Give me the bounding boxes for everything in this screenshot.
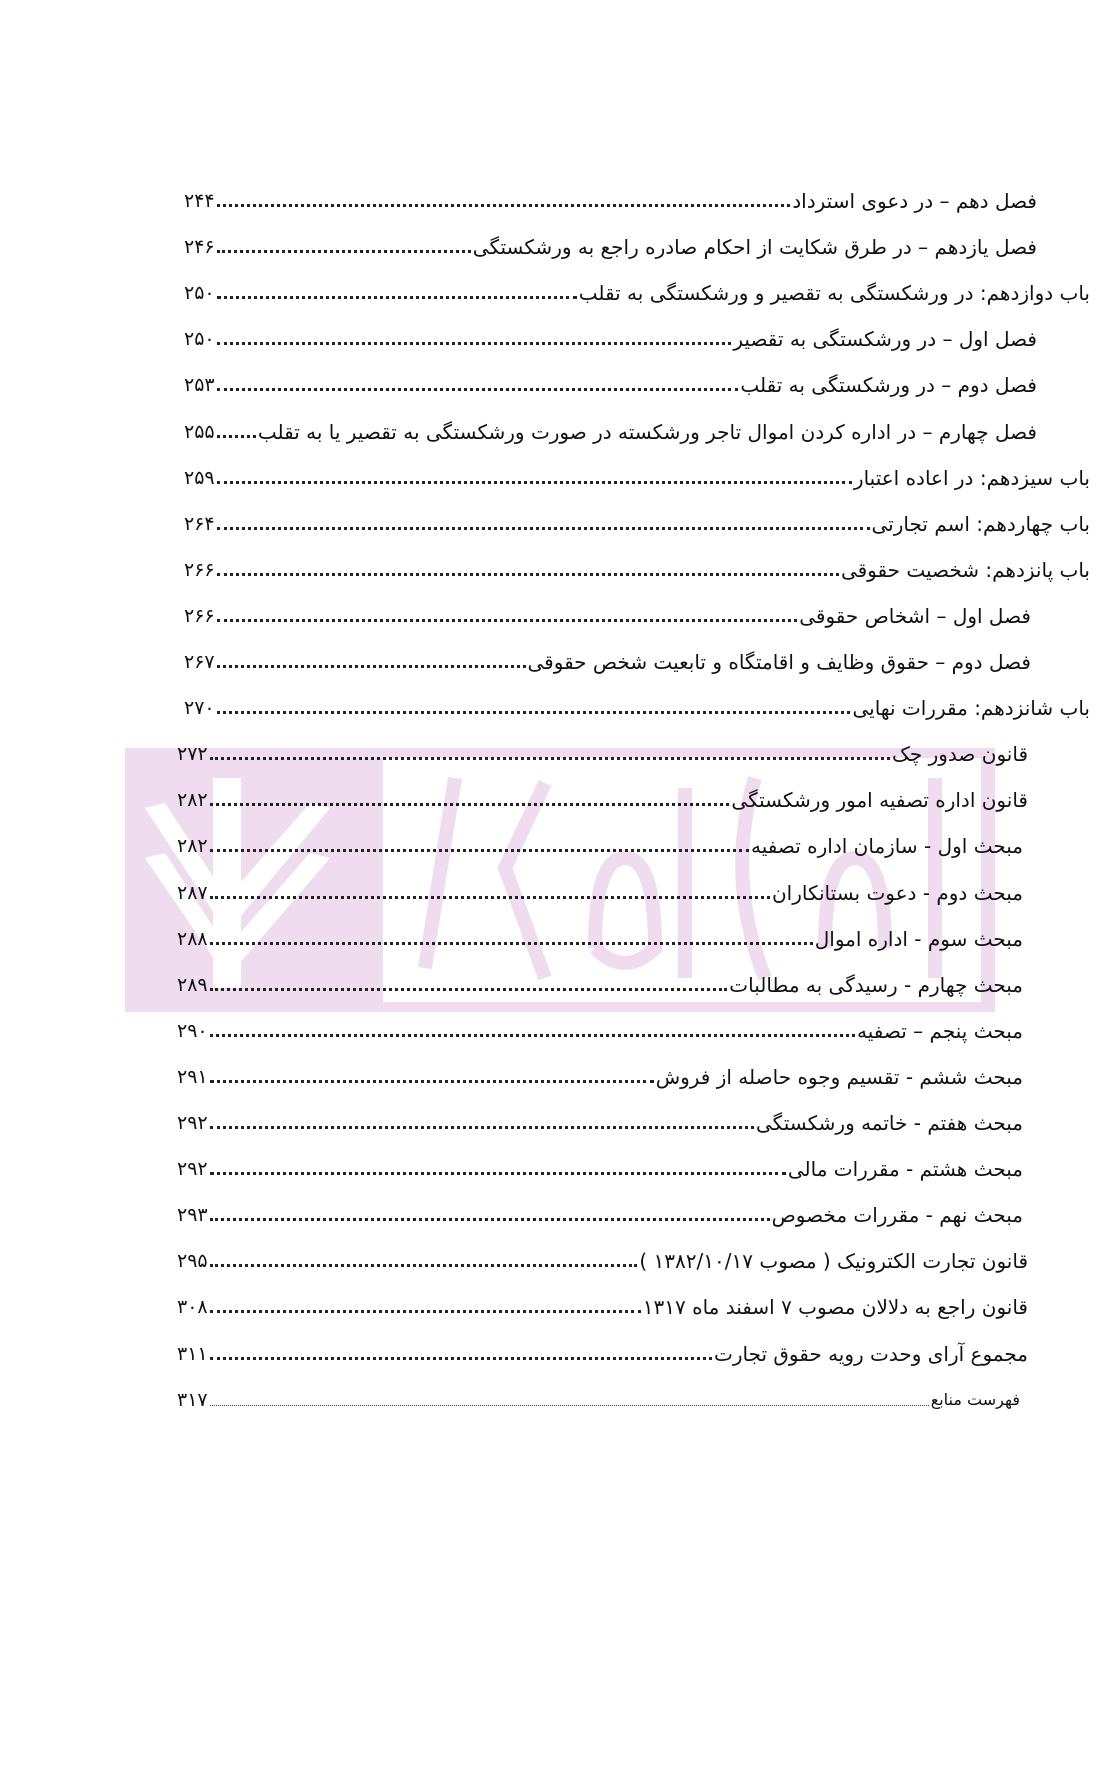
- dot-leader: [210, 942, 813, 945]
- toc-entry-title: باب شانزدهم: مقررات نهایی: [852, 696, 1090, 721]
- dot-leader: [217, 204, 791, 207]
- dot-leader: [217, 342, 732, 345]
- dot-leader: [217, 711, 851, 714]
- toc-entry: [184, 595, 1031, 629]
- toc-entry-page-number: ۲۸۷: [177, 881, 208, 904]
- toc-entry: [184, 272, 1090, 306]
- toc-entry: [177, 733, 1028, 767]
- toc-entry-page-number: ۲۵۵: [184, 420, 215, 443]
- toc-entry-page-number: ۲۹۲: [177, 1112, 208, 1134]
- toc-entry-title: باب سیزدهم: در اعاده اعتبار: [853, 465, 1090, 490]
- toc-entry-page-number: ۳۰۸: [177, 1296, 208, 1319]
- toc-entry-page-number: ۲۶۶: [184, 604, 215, 627]
- dot-leader: [210, 1405, 929, 1406]
- toc-entry-page-number: ۲۸۲: [177, 835, 208, 858]
- toc-entry-title: مبحث هفتم - خاتمه ورشکستگی: [756, 1111, 1023, 1135]
- dot-leader: [217, 665, 526, 668]
- toc-entry: [184, 318, 1037, 352]
- dot-leader: [210, 757, 890, 760]
- toc-entry-title: فصل اول – در ورشکستگی به تقصیر: [733, 327, 1037, 352]
- toc-entry-page-number: ۳۱۷: [177, 1388, 208, 1411]
- dot-leader: [217, 388, 739, 391]
- toc-entry: [184, 641, 1031, 675]
- toc-entry-page-number: ۲۵۰: [184, 282, 215, 305]
- dot-leader: [217, 619, 798, 622]
- toc-entry-title: باب چهاردهم: اسم تجارتی: [871, 511, 1090, 536]
- dot-leader: [210, 1080, 654, 1083]
- dot-leader: [210, 849, 749, 852]
- toc-entry-title: مبحث سوم - اداره اموال: [814, 926, 1023, 951]
- toc-entry: [184, 411, 1037, 445]
- dot-leader: [210, 1126, 754, 1129]
- toc-entry-page-number: ۲۴۴: [184, 190, 215, 212]
- toc-entry: [177, 825, 1023, 859]
- toc-entry: [177, 872, 1023, 906]
- dot-leader: [217, 296, 577, 299]
- toc-entry-page-number: ۲۹۰: [177, 1019, 208, 1042]
- toc-entry-title: مجموع آرای وحدت رویه حقوق تجارت: [713, 1341, 1028, 1366]
- dot-leader: [210, 803, 730, 806]
- toc-entry: [184, 180, 1037, 214]
- toc-entry: [177, 1010, 1023, 1044]
- toc-entry-title: فصل دهم – در دعوی استرداد: [792, 189, 1037, 213]
- toc-entry-page-number: ۲۹۲: [177, 1158, 208, 1181]
- toc-entry-title: مبحث اول - سازمان اداره تصفیه: [751, 834, 1023, 859]
- toc-entry-page-number: ۲۸۸: [177, 927, 208, 950]
- toc-entry-title: فصل چهارم – در اداره کردن اموال تاجر ورشکسته در صورت ورشکستگی به تقصیر یا به تقلب: [257, 419, 1037, 444]
- toc-entry-title: باب دوازدهم: در ورشکستگی به تقصیر و ورشکستگی به تقلب: [578, 281, 1090, 306]
- toc-entry-page-number: ۲۶۶: [184, 558, 215, 581]
- dot-leader: [210, 1310, 641, 1313]
- toc-entry-page-number: ۲۹۱: [177, 1065, 208, 1088]
- toc-entry-title: مبحث دوم - دعوت بستانکاران: [771, 880, 1023, 905]
- toc-entry-page-number: ۲۵۹: [184, 466, 215, 489]
- toc-entry-title: فصل یازدهم – در طرق شکایت از احکام صادره راجع به ورشکستگی: [472, 235, 1037, 260]
- toc-entry: [177, 1379, 1020, 1413]
- dot-leader: [217, 250, 471, 253]
- toc-entry: [177, 1286, 1028, 1320]
- dot-leader: [210, 1172, 786, 1175]
- dot-leader: [217, 435, 256, 438]
- toc-entry: [177, 779, 1028, 813]
- toc-entry-page-number: ۲۵۰: [184, 328, 215, 351]
- toc-entry: [177, 1102, 1023, 1136]
- dot-leader: [217, 527, 870, 530]
- toc-entry-title: مبحث ششم - تقسیم وجوه حاصله از فروش: [655, 1064, 1023, 1089]
- toc-entry-page-number: ۲۸۲: [177, 789, 208, 812]
- toc-entry: [184, 687, 1090, 721]
- toc-entry-page-number: ۲۴۶: [184, 236, 215, 259]
- toc-entry: [184, 226, 1037, 260]
- toc-entry-page-number: ۲۸۹: [177, 973, 208, 996]
- dot-leader: [210, 896, 770, 899]
- toc-entry-title: قانون اداره تصفیه امور ورشکستگی: [731, 788, 1028, 813]
- toc-entry-page-number: ۳۱۱: [177, 1342, 208, 1365]
- toc-entry-page-number: ۲۹۵: [177, 1250, 208, 1273]
- toc-entry-title: فصل دوم – حقوق وظایف و اقامتگاه و تابعیت شخص حقوقی: [527, 650, 1031, 674]
- toc-entry-title: مبحث چهارم - رسیدگی به مطالبات: [729, 972, 1023, 997]
- toc-entry: [177, 918, 1023, 952]
- toc-entry-title: مبحث پنجم – تصفیه: [857, 1018, 1023, 1043]
- toc-entry: [177, 1333, 1028, 1367]
- toc-entry-page-number: ۲۷۰: [184, 697, 215, 720]
- toc-entry-title: فصل دوم – در ورشکستگی به تقلب: [740, 373, 1037, 398]
- toc-entry-title: فصل اول – اشخاص حقوقی: [799, 603, 1031, 628]
- toc-entry-title: باب پانزدهم: شخصیت حقوقی: [840, 557, 1090, 582]
- toc-entry-title: مبحث نهم - مقررات مخصوص: [771, 1203, 1023, 1228]
- toc-entry: [177, 1148, 1023, 1182]
- toc-entry: [184, 457, 1090, 491]
- toc-entry-page-number: ۲۶۷: [184, 651, 215, 673]
- toc-entry-title: قانون راجع به دلالان مصوب ۷ اسفند ماه ۱۳۱۷: [642, 1295, 1028, 1320]
- toc-entry-title: فهرست منابع: [930, 1389, 1020, 1409]
- toc-entry-page-number: ۲۵۳: [184, 374, 215, 397]
- toc-entry-page-number: ۲۹۳: [177, 1204, 208, 1227]
- toc-entry: [184, 503, 1090, 537]
- dot-leader: [210, 1264, 638, 1267]
- toc-entry-page-number: ۲۷۲: [177, 743, 208, 766]
- dot-leader: [210, 988, 728, 991]
- toc-entry-page-number: ۲۶۴: [184, 512, 215, 535]
- toc-entry-title: قانون صدور چک: [891, 742, 1028, 767]
- toc-entry: [177, 1240, 1028, 1274]
- toc-entry-title: قانون تجارت الکترونیک ( مصوب ۱۳۸۲/۱۰/۱۷ ): [639, 1249, 1028, 1274]
- toc-entry: [177, 1194, 1023, 1228]
- dot-leader: [210, 1357, 712, 1360]
- toc-entry: [184, 364, 1037, 398]
- toc-entry-title: مبحث هشتم - مقررات مالی: [787, 1157, 1023, 1182]
- dot-leader: [217, 481, 852, 484]
- toc-entry: [184, 549, 1090, 583]
- dot-leader: [217, 573, 839, 576]
- toc-entry: [177, 964, 1023, 998]
- dot-leader: [210, 1034, 855, 1037]
- dot-leader: [210, 1218, 770, 1221]
- toc-entry: [177, 1056, 1023, 1090]
